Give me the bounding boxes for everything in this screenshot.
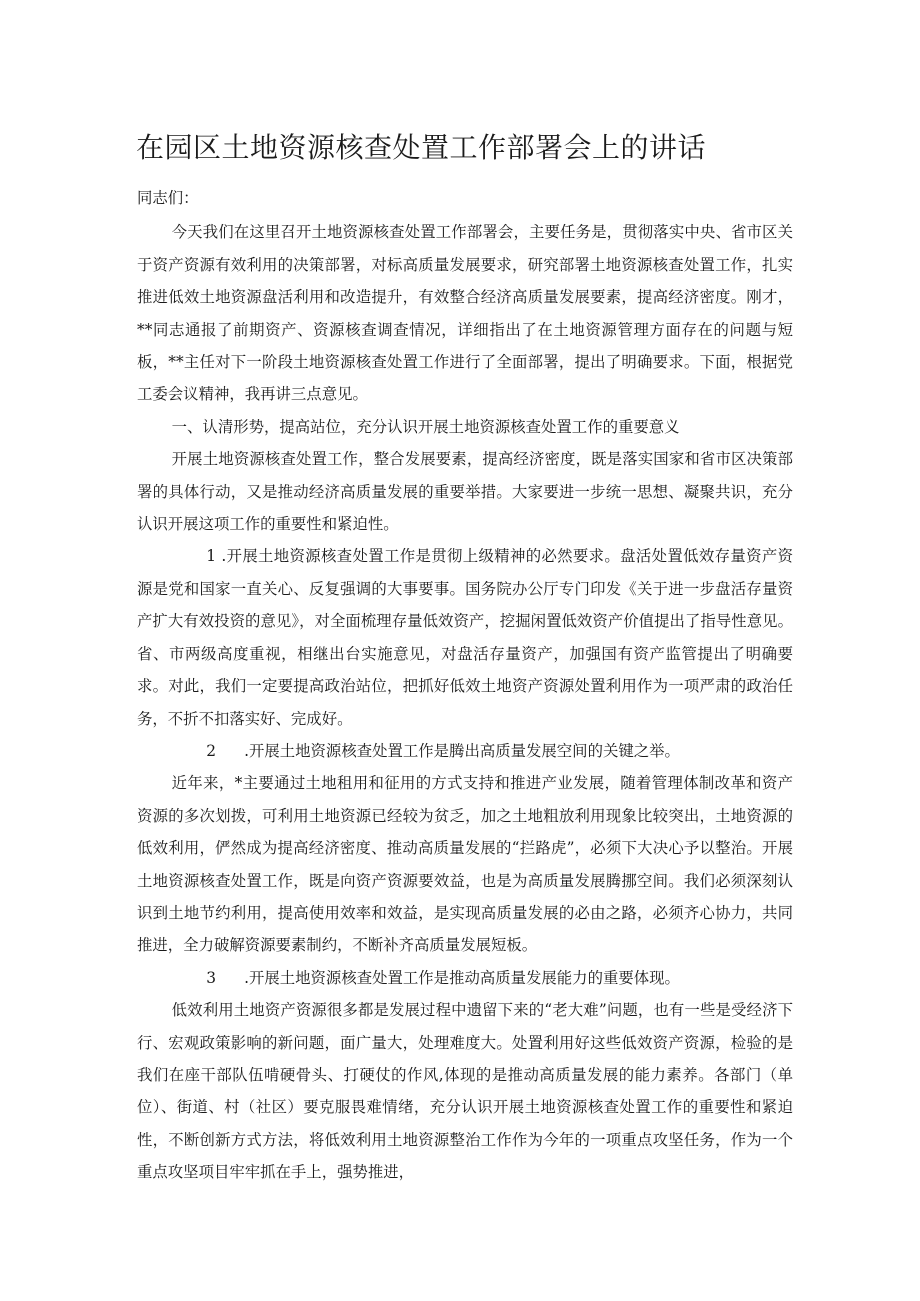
point-1-text: .开展土地资源核查处置工作是贯彻上级精神的必然要求。盘活处置低效存量资产资源是党和国家一直关心、反复强调的大事要事。国务院办公厅专门印发《关于进一步盘活存量资产扩大有效投资的意见》，对全面梳理存量低效资产，挖掘闲置低效资产价值提出了指导性意见。省、市两级高度重视，相继出台实施意见，对盘活存量资产，加强国有资产监管提出了明确要求。对此，我们一定要提高政治站位，把抓好低效土地资产资源处置利用作为一项严肃的政治任务，不折不扣落实好、完成好。 [137,547,793,728]
section-1-heading: 一、认清形势，提高站位，充分认识开展土地资源核查处置工作的重要意义 [171,417,680,436]
point-2-number: 2 [206,741,217,760]
point-3-body: 低效利用土地资产资源很多都是发展过程中遗留下来的“老大难”问题，也有一些是受经济下行、宏观政策影响的新问题，面广量大，处理难度大。处置利用好这些低效资产资源，检验的是我们在座干部队伍啃硬骨头、打硬仗的作风,体现的是推动高质量发展的能力素养。各部门（单位）、街道、村（社区）要克服畏难情绪，充分认识开展土地资源核查处置工作的重要性和紧迫性，不断创新方式方法，将低效利用土地资源整治工作作为今年的一项重点攻坚任务，作为一个重点攻坚项目牢牢抓在手上，强势推进， [137,1001,793,1182]
point-2-heading: .开展土地资源核查处置工作是腾出高质量发展空间的关键之举。 [244,741,680,760]
point-3-heading-paragraph [137,962,793,994]
point-2-body: 近年来，*主要通过土地租用和征用的方式支持和推进产业发展，随着管理体制改革和资产资源的多次划拨，可利用土地资源已经较为贫乏，加之土地粗放利用现象比较突出，土地资源的低效利用，俨然成为提高经济密度、推动高质量发展的“拦路虎”，必须下大决心予以整治。开展土地资源核查处置工作，既是向资产资源要效益，也是为高质量发展腾挪空间。我们必须深刻认识到土地节约利用，提高使用效率和效益，是实现高质量发展的必由之路，必须齐心协力，共同推进，全力破解资源要素制约，不断补齐高质量发展短板。 [137,774,793,955]
point-1-paragraph [137,540,793,734]
salutation: 同志们： [137,189,199,207]
point-3-number: 3 [206,968,217,987]
point-3-heading: .开展土地资源核查处置工作是推动高质量发展能力的重要体现。 [244,968,680,987]
section-1-body: 开展土地资源核查处置工作，整合发展要素，提高经济密度，既是落实国家和省市区决策部署的具体行动，又是推动经济高质量发展的重要举措。大家要进一步统一思想、凝聚共识，充分认识开展这项工作的重要性和紧迫性。 [137,450,793,534]
point-1-number: 1 [206,547,217,566]
document-body [137,182,793,1189]
point-2-heading-paragraph [137,735,793,767]
document-title: 在园区土地资源核查处置工作部署会上的讲话 [136,131,707,164]
intro-paragraph: 今天我们在这里召开土地资源核查处置工作部署会，主要任务是，贯彻落实中央、省市区关于资产资源有效利用的决策部署，对标高质量发展要求，研究部署土地资源核查处置工作，扎实推进低效土地资源盘活利用和改造提升，有效整合经济高质量发展要素，提高经济密度。刚才，**同志通报了前期资产、资源核查调查情况，详细指出了在土地资源管理方面存在的问题与短板，**主任对下一阶段土地资源核查处置工作进行了全面部署，提出了明确要求。下面，根据党工委会议精神，我再讲三点意见。 [137,223,793,404]
